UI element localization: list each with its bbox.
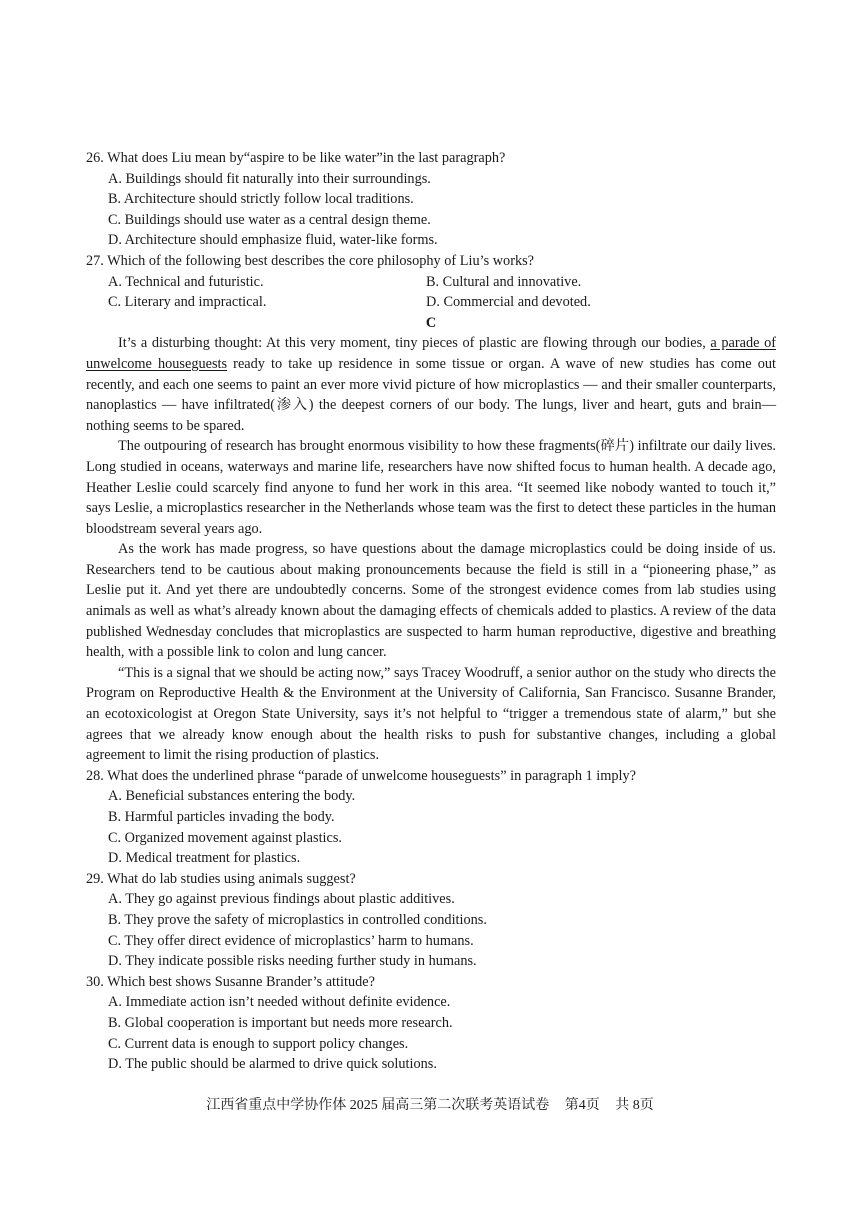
option-b: B. Harmful particles invading the body. <box>108 809 335 825</box>
question-28 <box>86 766 776 869</box>
page-footer <box>0 1096 860 1117</box>
paragraph-1 <box>86 333 776 436</box>
option-row <box>108 292 776 313</box>
question-stem: 28. What does the underlined phrase “parade of unwelcome houseguests” in paragraph 1 imply? <box>86 767 636 784</box>
question-30 <box>86 972 776 1075</box>
option-c: C. Literary and impractical. <box>108 294 267 311</box>
paragraph-2: The outpouring of research has brought enormous visibility to how these fragments(碎片) infiltrate our daily lives. Long studied in oceans, waterways and marine life, researchers have now shifted focus to human health. A decade ago, Heather Leslie could scarcely find anyone to fund her work in this area. “It seemed like nobody wanted to touch it,” says Leslie, a microplastics researcher in the Netherlands whose team was the first to detect these particles in the human bloodstream several years ago. <box>86 438 776 537</box>
page-total: 共 8页 <box>615 1098 654 1113</box>
passage-label: C <box>425 314 437 331</box>
question-29 <box>86 869 776 972</box>
paragraph-4: “This is a signal that we should be acting now,” says Tracey Woodruff, a senior author on the study who directs the Program on Reproductive Health & the Environment at the University of California, San Francisco. Susanne Brander, an ecotoxicologist at Oregon State University, says it’s not helpful to “trigger a tremendous state of alarm,” but she agrees that we already know enough about the health risks to push for substantive changes, including a global agreement to limit the rising production of plastics. <box>86 664 776 764</box>
option-b: B. They prove the safety of microplastics in controlled conditions. <box>108 911 487 928</box>
underlined-phrase: a parade of unwelcome houseguests <box>86 335 777 372</box>
question-stem: 30. Which best shows Susanne Brander’s attitude? <box>86 973 375 990</box>
option-a: A. Buildings should fit naturally into their surroundings. <box>108 170 431 187</box>
paragraph-text: ready to take up residence in some tissue or organ. A wave of new studies has come out recently, and each one seems to paint an ever more vivid picture of how microplastics — and their smaller counterparts, nanoplastics — have infiltrated(渗入) the deepest corners of our body. The lungs, liver and heart, guts and brain— nothing seems to be spared. <box>86 355 776 434</box>
page-number: 第4页 <box>564 1098 600 1113</box>
question-stem: 29. What do lab studies using animals suggest? <box>86 870 356 887</box>
option-a: A. They go against previous findings about plastic additives. <box>108 891 455 908</box>
page-content <box>86 148 776 1075</box>
option-row <box>108 272 776 293</box>
exam-title: 江西省重点中学协作体 2025 届高三第二次联考英语试卷 <box>206 1098 550 1113</box>
question-stem: 26. What does Liu mean by“aspire to be like water”in the last paragraph? <box>86 150 506 166</box>
option-d: D. They indicate possible risks needing further study in humans. <box>108 953 477 970</box>
option-d: D. Medical treatment for plastics. <box>108 850 301 867</box>
paragraph-text: It’s a disturbing thought: At this very moment, tiny pieces of plastic are flowing through our bodies, <box>118 335 711 352</box>
question-stem: 27. Which of the following best describes the core philosophy of Liu’s works? <box>86 252 535 269</box>
option-d: D. The public should be alarmed to drive quick solutions. <box>108 1056 437 1073</box>
option-c: C. Organized movement against plastics. <box>108 829 342 846</box>
option-c: C. Buildings should use water as a central design theme. <box>108 211 431 228</box>
option-b: B. Global cooperation is important but needs more research. <box>108 1014 453 1031</box>
option-a: A. Immediate action isn’t needed without definite evidence. <box>108 994 451 1011</box>
option-d: D. Architecture should emphasize fluid, water-like forms. <box>108 232 438 249</box>
question-26 <box>86 148 776 251</box>
option-d: D. Commercial and devoted. <box>426 294 591 311</box>
option-c: C. Current data is enough to support policy changes. <box>108 1035 409 1052</box>
option-a: A. Beneficial substances entering the body. <box>108 788 356 805</box>
option-b: B. Architecture should strictly follow local traditions. <box>108 191 414 208</box>
question-27 <box>86 251 776 313</box>
paragraph-3: As the work has made progress, so have questions about the damage microplastics could be doing inside of us. Researchers tend to be cautious about making pronouncements because the field is still in a “pioneering phase,” as Leslie put it. And yet there are undoubtedly concerns. Some of the strongest evidence comes from lab studies using animals as well as what’s already known about the damaging effects of chemicals added to plastics. A review of the data published Wednesday concludes that microplastics are suspected to harm human reproductive, digestive and breathing health, with a possible link to colon and lung cancer. <box>86 541 776 661</box>
option-c: C. They offer direct evidence of microplastics’ harm to humans. <box>108 932 474 949</box>
option-a: A. Technical and futuristic. <box>108 273 264 290</box>
option-b: B. Cultural and innovative. <box>426 273 582 290</box>
passage <box>86 333 776 765</box>
